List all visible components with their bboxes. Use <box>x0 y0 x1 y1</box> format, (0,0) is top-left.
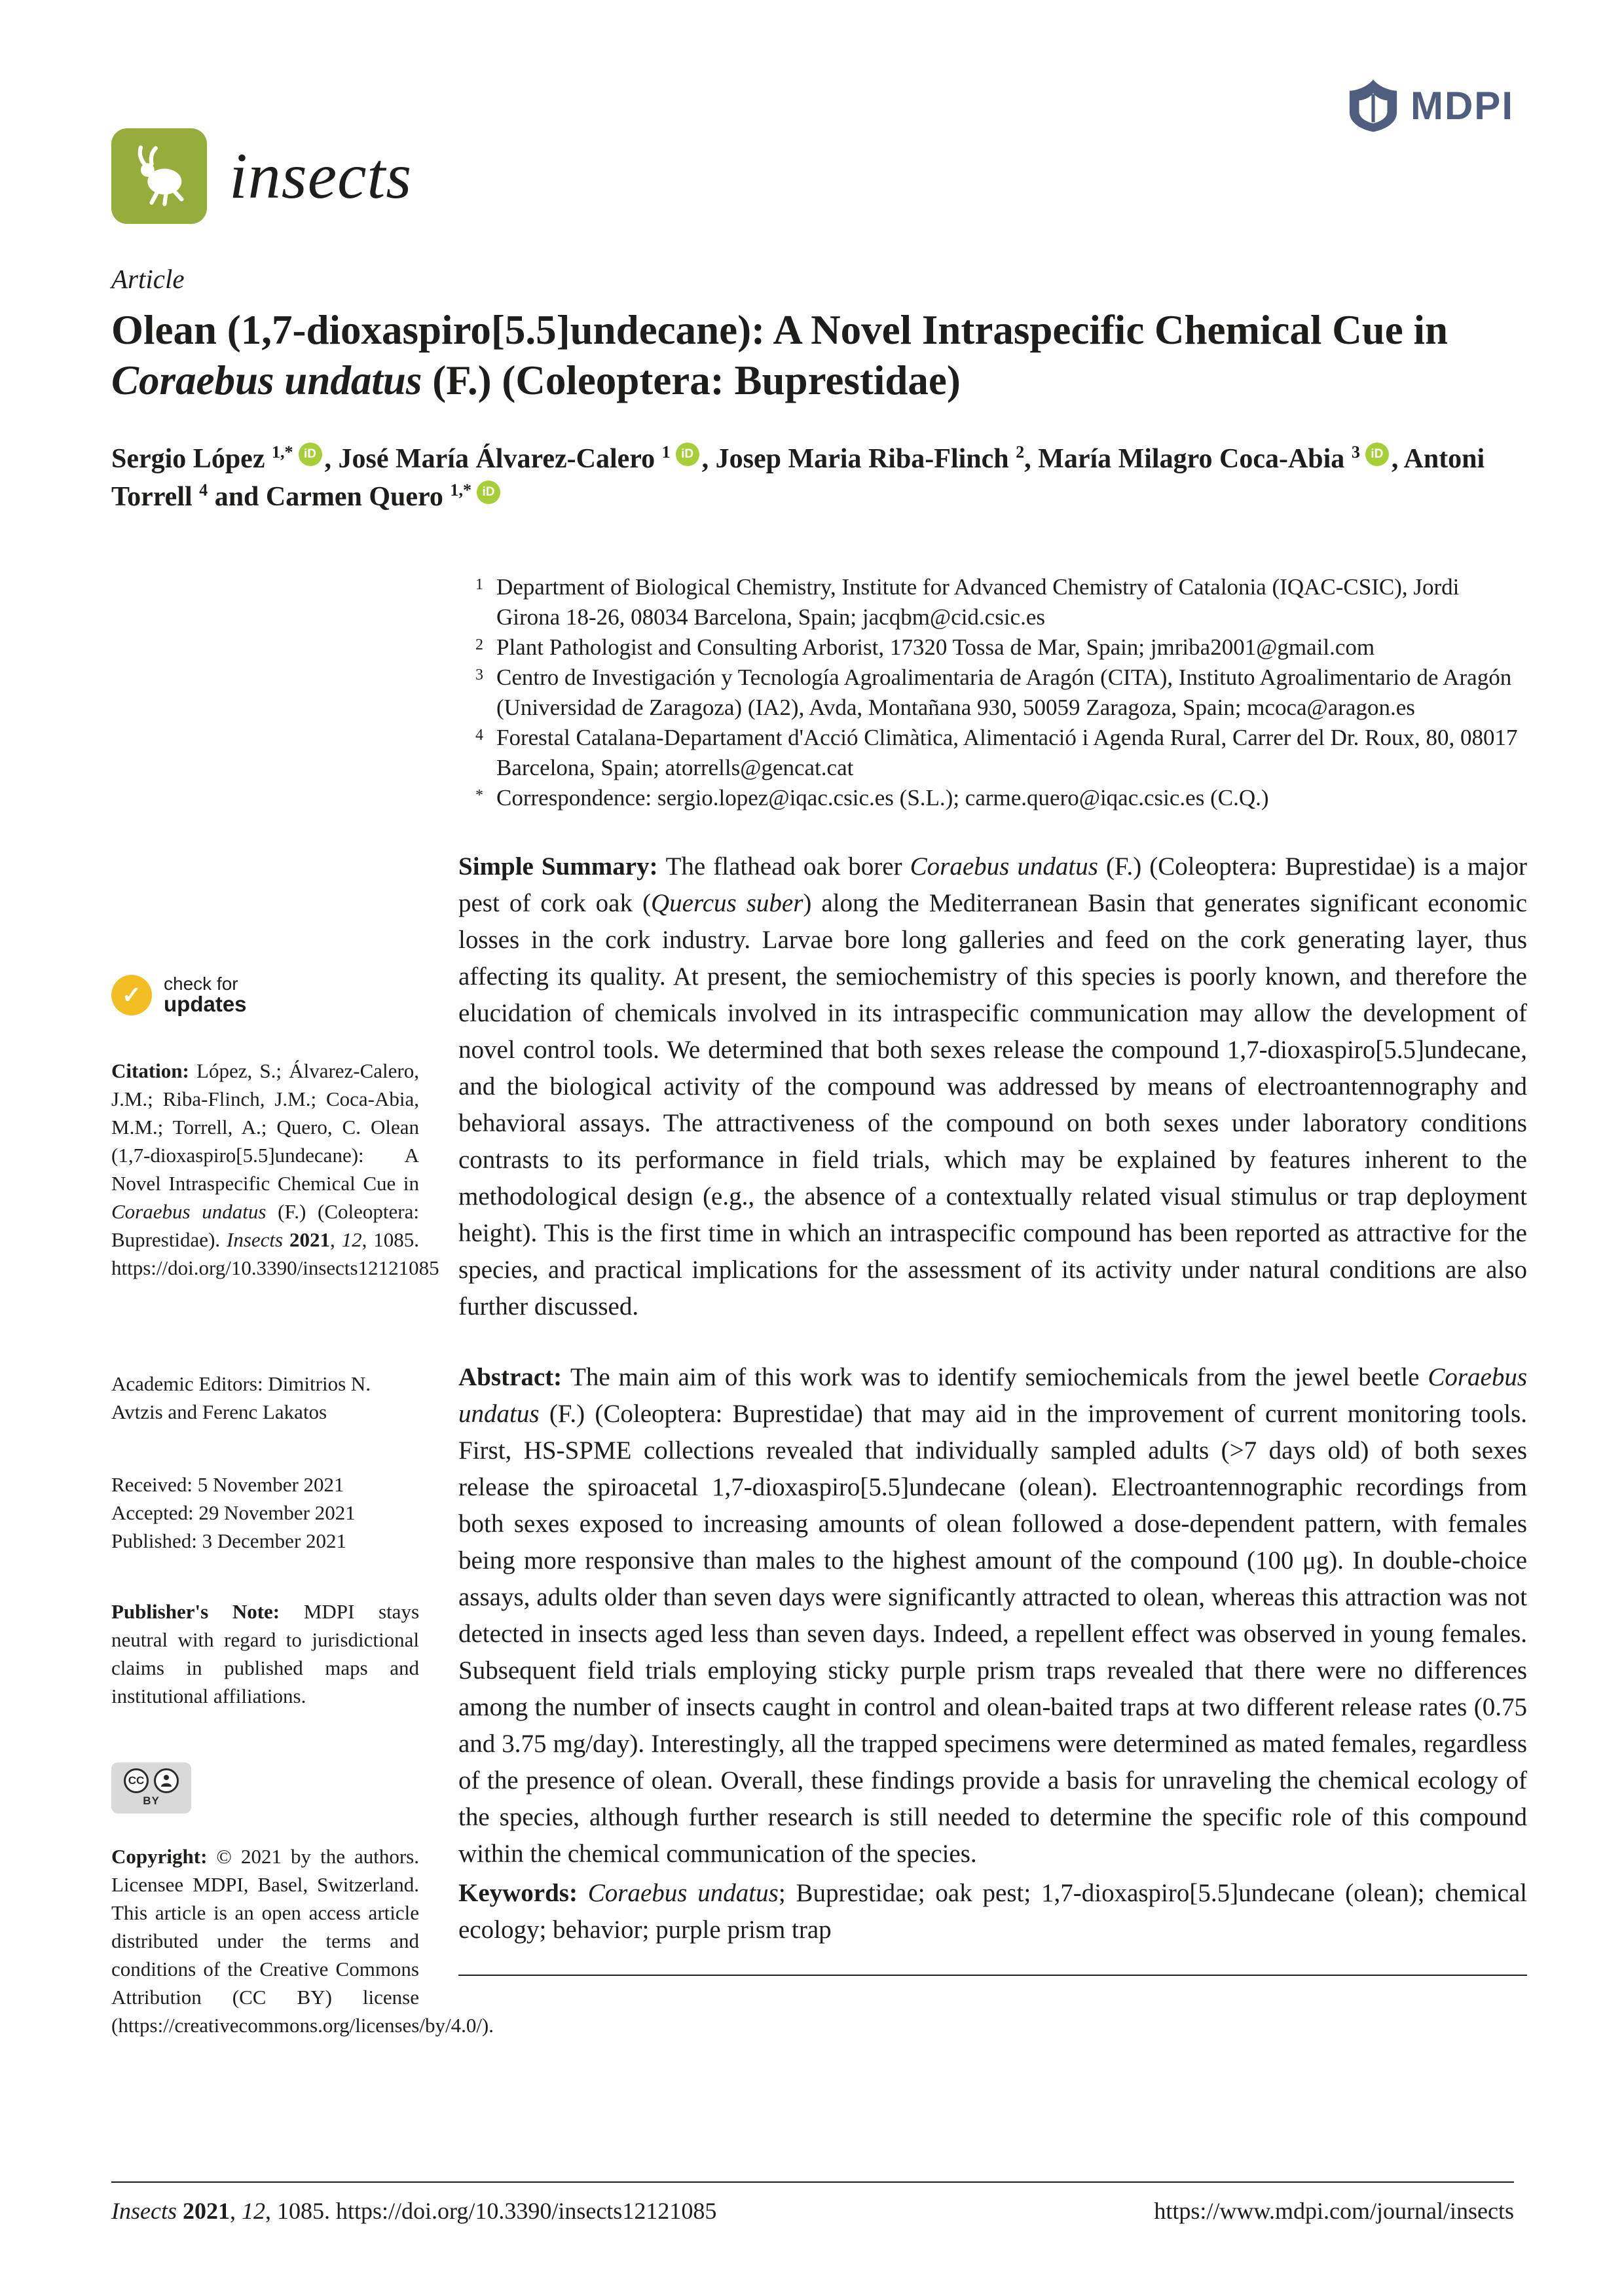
abstract: Abstract: The main aim of this work was to identify semiochemicals from the jewel beetle Coraebus undatus (F.) (Coleoptera: Buprestidae) that may aid in the improvement of current monitoring tools. First, HS-SPME collections revealed that individually sampled adults (>7 days old) of both sexes release the spiroacetal 1,7-dioxaspiro[5.5]undecane (olean). Electroantennographic recordings from both sexes exposed to increasing amounts of olean followed a dose-dependent pattern, with females being more responsive than males to the highest amount of the compound (100 μg). In double-choice assays, adults older than seven days were significantly attracted to olean, whereas this attraction was not detected in insects aged less than seven days. Indeed, a repellent effect was observed in young females. Subsequent field trials employing sticky purple prism traps revealed that there were no differences among the number of insects caught in control and olean-baited traps at two different release rates (0.75 and 3.75 mg/day). Interestingly, all the trapped specimens were determined as mated females, regardless of the presence of olean. Overall, these findings provide a basis for unraveling the chemical ecology of the species, although further research is still needed to determine the specific role of this compound within the chemical communication of the species. <box>458 1363 1527 1868</box>
affiliation-marker: * <box>475 787 483 804</box>
history-dates <box>111 1470 419 1555</box>
copyright-block: Copyright: © 2021 by the authors. Licensee MDPI, Basel, Switzerland. This article is an open access article distributed under the terms and conditions of the Creative Commons Attribution (CC BY) license (https://creativecommons.org/licenses/by/4.0/). <box>111 1845 494 2037</box>
updates-label: updates <box>164 992 247 1017</box>
academic-editors: Academic Editors: Dimitrios N. Avtzis and Ferenc Lakatos <box>111 1372 371 1423</box>
page-title: Olean (1,7-dioxaspiro[5.5]undecane): A Novel Intraspecific Chemical Cue in Coraebus undatus (F.) (Coleoptera: Buprestidae) <box>111 307 1449 403</box>
affiliation-text: Department of Biological Chemistry, Institute for Advanced Chemistry of Catalonia (IQAC-CSIC), Jordi Girona 18-26, 08034 Barcelona, Spain; jacqbm@cid.csic.es <box>496 574 1460 630</box>
mdpi-logo <box>1345 77 1514 134</box>
publisher-note: Publisher's Note: MDPI stays neutral with regard to jurisdictional claims in published maps and institutional affiliations. <box>111 1600 420 1707</box>
orcid-icon[interactable]: iD <box>1365 443 1389 466</box>
accepted-date: Accepted: 29 November 2021 <box>111 1501 356 1524</box>
affiliation-text: Centro de Investigación y Tecnología Agroalimentaria de Aragón (CITA), Instituto Agroalimentario de Aragón (Universidad de Zaragoza) (IA2), Avda, Montañana 930, 50059 Zaragoza, Spain; mcoca@aragon.es <box>496 665 1512 720</box>
affiliation-item <box>458 783 1527 813</box>
insect-icon <box>125 142 193 210</box>
received-date: Received: 5 November 2021 <box>111 1473 344 1496</box>
authors-line: Sergio López $^{1,*}$ iD , José María Álvarez-Calero $^1$ iD , Josep Maria Riba-Flinch $^2$, María Milagro Coca-Abia $^3$ iD , Antoni Torrell $^4$ and Carmen Quero $^{1,*}$ iD <box>111 443 1485 512</box>
orcid-icon[interactable]: iD <box>477 481 500 504</box>
footer-journal-url[interactable]: https://www.mdpi.com/journal/insects <box>1154 2198 1514 2224</box>
insects-logo <box>111 128 207 224</box>
affiliation-marker: 4 <box>475 727 483 744</box>
affiliation-text: Plant Pathologist and Consulting Arborist, 17320 Tossa de Mar, Spain; jmriba2001@gmail.com <box>496 634 1375 660</box>
footer-citation: Insects 2021, 12, 1085. https://doi.org/10.3390/insects12121085 <box>111 2198 717 2224</box>
affiliation-item <box>458 723 1527 783</box>
cc-license-badge[interactable] <box>111 1762 191 1813</box>
affiliation-item <box>458 663 1527 723</box>
footer-rule <box>111 2181 1514 2183</box>
section-divider <box>458 1975 1527 1976</box>
affiliations-list <box>458 572 1527 813</box>
affiliation-item <box>458 572 1527 632</box>
orcid-icon[interactable]: iD <box>299 443 322 466</box>
cc-icons-row <box>124 1768 179 1793</box>
check-for-label: check for <box>164 974 238 994</box>
mdpi-wordmark: MDPI <box>1411 83 1514 128</box>
check-for-updates-label <box>164 974 247 1016</box>
article-type-label: Article <box>111 264 185 294</box>
published-date: Published: 3 December 2021 <box>111 1529 347 1552</box>
affiliation-marker: 1 <box>475 576 483 593</box>
affiliation-marker: 2 <box>475 636 483 653</box>
cc-icon: CC <box>124 1768 149 1793</box>
simple-summary: Simple Summary: The flathead oak borer Coraebus undatus (F.) (Coleoptera: Buprestidae) is a major pest of cork oak (Quercus suber) along the Mediterranean Basin that generates significant economic losses in the cork industry. Larvae bore long galleries and feed on the cork generating layer, thus affecting its quality. At present, the semiochemistry of this species is poorly known, and therefore the elucidation of chemicals involved in its intraspecific communication may allow the development of novel control tools. We determined that both sexes release the compound 1,7-dioxaspiro[5.5]undecane, and the biological activity of the compound was addressed by means of electroantennography and behavioral assays. The attractiveness of the compound on both sexes under laboratory conditions contrasts to its performance in field trials, which may be explained by features inherent to the methodological design (e.g., the absence of a contextually related visual stimulus or trap deployment height). This is the first time in which an intraspecific compound has been reported as attractive for the species, and practical implications for the assessment of its activity under natural conditions are also further discussed. <box>458 852 1528 1321</box>
check-for-updates-badge[interactable] <box>111 974 247 1016</box>
by-label: BY <box>143 1795 160 1807</box>
affiliation-text: Forestal Catalana-Departament d'Acció Climàtica, Alimentació i Agenda Rural, Carrer del Dr. Roux, 80, 08017 Barcelona, Spain; atorrells@gencat.cat <box>496 725 1518 780</box>
check-icon: ✓ <box>111 975 152 1015</box>
affiliation-marker: 3 <box>475 666 483 683</box>
keywords: Keywords: Coraebus undatus; Buprestidae; oak pest; 1,7-dioxaspiro[5.5]undecane (olean); chemical ecology; behavior; purple prism trap <box>458 1879 1527 1944</box>
affiliation-item <box>458 632 1527 663</box>
citation-block: Citation: López, S.; Álvarez-Calero, J.M.; Riba-Flinch, J.M.; Coca-Abia, M.M.; Torrell, A.; Quero, C. Olean (1,7-dioxaspiro[5.5]undecane): A Novel Intraspecific Chemical Cue in Coraebus undatus (F.) (Coleoptera: Buprestidae). Insects 2021, 12, 1085. https://doi.org/10.3390/insects12121085 <box>111 1059 439 1279</box>
orcid-icon[interactable]: iD <box>676 443 699 466</box>
mdpi-emblem-icon <box>1345 77 1401 134</box>
correspondence-text: Correspondence: sergio.lopez@iqac.csic.es (S.L.); carme.quero@iqac.csic.es (C.Q.) <box>496 785 1269 811</box>
person-icon <box>154 1768 179 1793</box>
journal-wordmark: insects <box>229 139 413 212</box>
